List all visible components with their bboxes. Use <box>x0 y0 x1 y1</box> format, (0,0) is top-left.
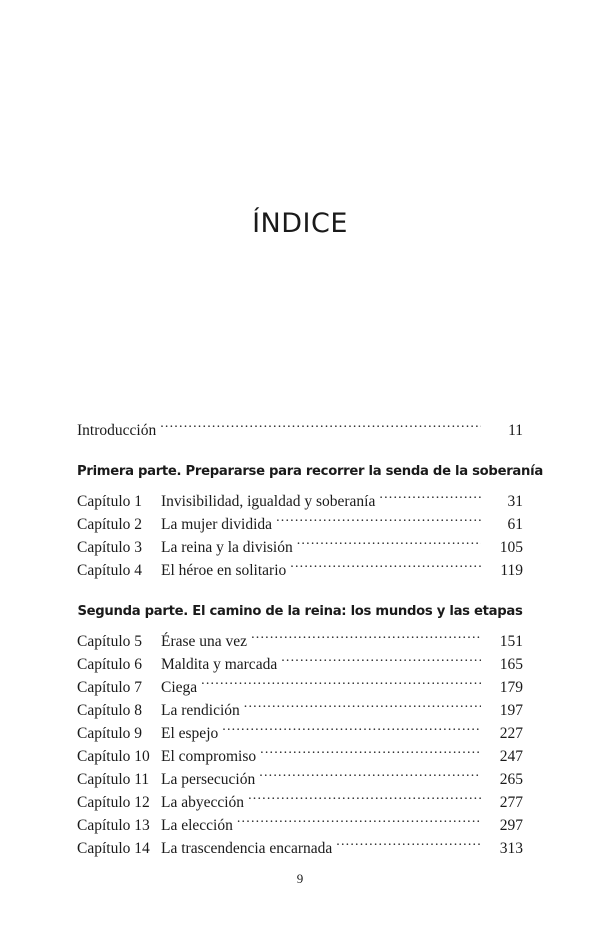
toc-entry[interactable] <box>77 623 523 650</box>
chapter-page: 265 <box>499 771 523 788</box>
chapter-title: Ciega <box>161 679 198 696</box>
chapter-title: La trascendencia encarnada <box>161 840 333 857</box>
chapter-number: Capítulo 14 <box>77 840 150 857</box>
chapter-title: El compromiso <box>161 748 257 765</box>
chapter-number: Capítulo 6 <box>77 656 143 673</box>
chapter-page: 179 <box>499 679 523 696</box>
chapter-title: La mujer dividida <box>161 516 273 533</box>
chapter-title: La rendición <box>161 702 240 719</box>
dot-leader <box>290 552 481 575</box>
chapter-number: Capítulo 7 <box>77 679 143 696</box>
chapter-title: El espejo <box>161 725 219 742</box>
dot-leader <box>276 506 481 529</box>
chapter-page: 247 <box>499 748 523 765</box>
chapter-number: Capítulo 5 <box>77 633 143 650</box>
chapter-number: Capítulo 8 <box>77 702 143 719</box>
chapter-title: Maldita y marcada <box>161 656 278 673</box>
chapter-page: 313 <box>499 840 523 857</box>
chapter-title: Érase una vez <box>161 633 248 650</box>
chapter-number: Capítulo 2 <box>77 516 143 533</box>
chapter-number: Capítulo 1 <box>77 493 143 510</box>
dot-leader <box>244 692 481 715</box>
dot-leader <box>160 412 481 435</box>
chapter-page: 61 <box>507 516 523 533</box>
dot-leader <box>222 715 481 738</box>
chapter-number: Capítulo 11 <box>77 771 150 788</box>
chapter-page: 31 <box>507 493 523 510</box>
dot-leader <box>336 830 481 853</box>
chapter-title: La elección <box>161 817 233 834</box>
part-heading-1: Primera parte. Prepararse para recorrer la senda de la soberanía <box>77 464 543 479</box>
chapter-page: 119 <box>500 562 523 579</box>
chapter-number: Capítulo 4 <box>77 562 143 579</box>
chapter-title: La reina y la división <box>161 539 293 556</box>
page-title: ÍNDICE <box>252 208 348 239</box>
chapter-page: 105 <box>499 539 523 556</box>
dot-leader <box>259 761 481 784</box>
chapter-page: 165 <box>499 656 523 673</box>
chapter-page: 277 <box>499 794 523 811</box>
chapter-title: Invisibilidad, igualdad y soberanía <box>161 493 376 510</box>
page-number: 9 <box>296 871 304 886</box>
dot-leader <box>260 738 481 761</box>
chapter-title: La abyección <box>161 794 245 811</box>
chapter-title: El héroe en solitario <box>161 562 287 579</box>
chapter-number: Capítulo 12 <box>77 794 150 811</box>
chapter-number: Capítulo 13 <box>77 817 150 834</box>
dot-leader <box>237 807 481 830</box>
toc-entry-intro[interactable] <box>77 412 523 439</box>
chapter-page: 227 <box>499 725 523 742</box>
dot-leader <box>248 784 481 807</box>
dot-leader <box>201 669 481 692</box>
toc-entry-label: Introducción <box>77 422 157 439</box>
chapter-number: Capítulo 9 <box>77 725 143 742</box>
toc-entry[interactable] <box>77 483 523 510</box>
chapter-title: La persecución <box>161 771 256 788</box>
dot-leader <box>379 483 481 506</box>
table-of-contents <box>77 412 543 857</box>
toc-entry-page: 11 <box>508 422 523 439</box>
dot-leader <box>251 623 481 646</box>
chapter-page: 197 <box>499 702 523 719</box>
part-heading-2: Segunda parte. El camino de la reina: los mundos y las etapas <box>77 604 523 619</box>
chapter-number: Capítulo 10 <box>77 748 150 765</box>
chapter-page: 151 <box>499 633 523 650</box>
dot-leader <box>297 529 481 552</box>
dot-leader <box>281 646 481 669</box>
chapter-number: Capítulo 3 <box>77 539 143 556</box>
chapter-page: 297 <box>499 817 523 834</box>
